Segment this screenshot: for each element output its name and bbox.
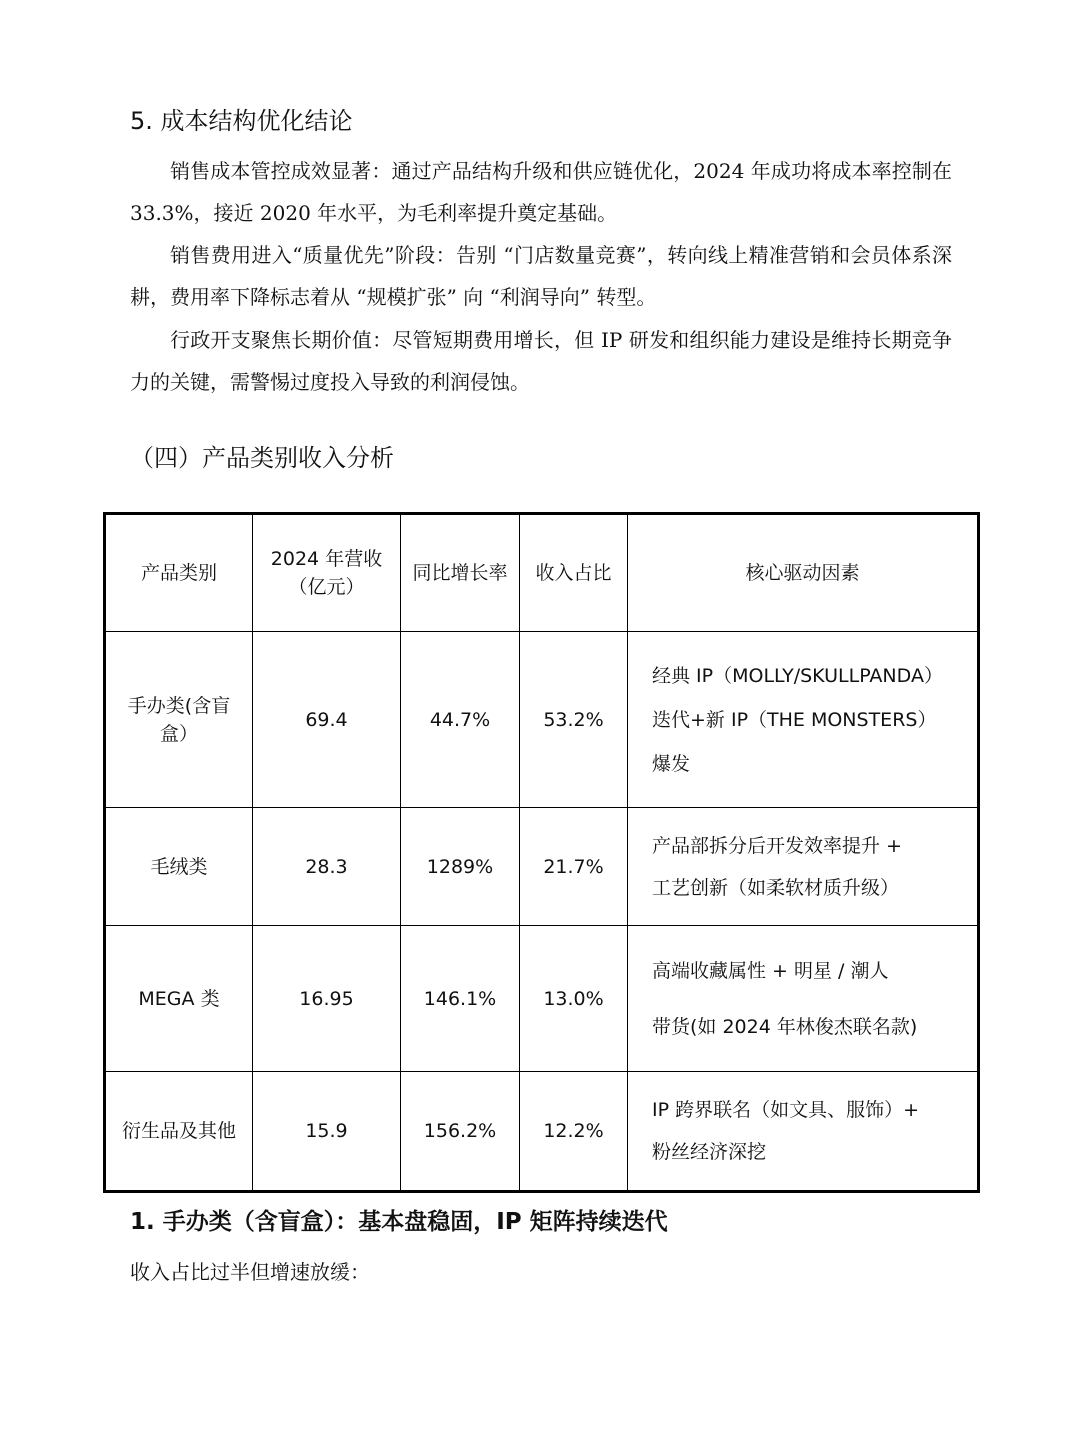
driver-line: IP 跨界联名（如文具、服饰）+ [652, 1099, 920, 1121]
table-header-row [105, 514, 979, 632]
header-category: 产品类别 [105, 514, 253, 632]
cell-share: 12.2% [520, 1072, 628, 1192]
driver-line: 粉丝经济深挖 [652, 1141, 767, 1163]
cell-category: 毛绒类 [105, 808, 253, 926]
header-revenue: 2024 年营收（亿元） [253, 514, 401, 632]
cell-category: 手办类(含盲盒） [105, 632, 253, 808]
header-drivers: 核心驱动因素 [628, 514, 979, 632]
cell-growth: 146.1% [401, 926, 520, 1072]
cell-drivers [628, 926, 979, 1072]
cell-revenue: 28.3 [253, 808, 401, 926]
cell-category: 衍生品及其他 [105, 1072, 253, 1192]
driver-line: 工艺创新（如柔软材质升级） [652, 876, 900, 899]
driver-line: 产品部拆分后开发效率提升 + [652, 834, 902, 857]
product-revenue-table [103, 512, 980, 1193]
cell-growth: 156.2% [401, 1072, 520, 1192]
cell-category: MEGA 类 [105, 926, 253, 1072]
cell-revenue: 16.95 [253, 926, 401, 1072]
section-heading-product-revenue: （四）产品类别收入分析 [130, 444, 394, 472]
driver-line: 高端收藏属性 + 明星 / 潮人 [652, 959, 889, 982]
subsection-heading-figures: 1. 手办类（含盲盒）：基本盘稳固，IP 矩阵持续迭代 [130, 1209, 668, 1235]
driver-line: 带货(如 2024 年林俊杰联名款) [652, 1015, 918, 1038]
subsection-note: 收入占比过半但增速放缓： [130, 1260, 370, 1284]
paragraph-admin-expense: 行政开支聚焦长期价值：尽管短期费用增长，但 IP 研发和组织能力建设是维持长期竞争力的关键，需警惕过度投入导致的利润侵蚀。 [130, 328, 952, 394]
cell-revenue: 69.4 [253, 632, 401, 808]
cell-share: 13.0% [520, 926, 628, 1072]
header-growth: 同比增长率 [401, 514, 520, 632]
cell-growth: 44.7% [401, 632, 520, 808]
table-row [105, 1072, 979, 1192]
cell-drivers [628, 1072, 979, 1192]
table-row [105, 926, 979, 1072]
driver-line: 迭代+新 IP（THE MONSTERS） [652, 708, 937, 731]
paragraph-sales-expense: 销售费用进入“质量优先”阶段：告别 “门店数量竞赛”，转向线上精准营销和会员体系深耕，费用率下降标志着从 “规模扩张” 向 “利润导向” 转型。 [130, 243, 952, 309]
cell-drivers [628, 808, 979, 926]
driver-line: 爆发 [652, 752, 691, 775]
driver-line: 经典 IP（MOLLY/SKULLPANDA） [652, 664, 943, 687]
header-share: 收入占比 [520, 514, 628, 632]
paragraph-sales-cost: 销售成本管控成效显著：通过产品结构升级和供应链优化，2024 年成功将成本率控制在 33.3%，接近 2020 年水平，为毛利率提升奠定基础。 [130, 159, 952, 225]
cell-share: 21.7% [520, 808, 628, 926]
cell-growth: 1289% [401, 808, 520, 926]
section-heading-cost-structure: 5. 成本结构优化结论 [130, 107, 353, 135]
table-row [105, 808, 979, 926]
table-row [105, 632, 979, 808]
cell-revenue: 15.9 [253, 1072, 401, 1192]
cell-share: 53.2% [520, 632, 628, 808]
cell-drivers [628, 632, 979, 808]
